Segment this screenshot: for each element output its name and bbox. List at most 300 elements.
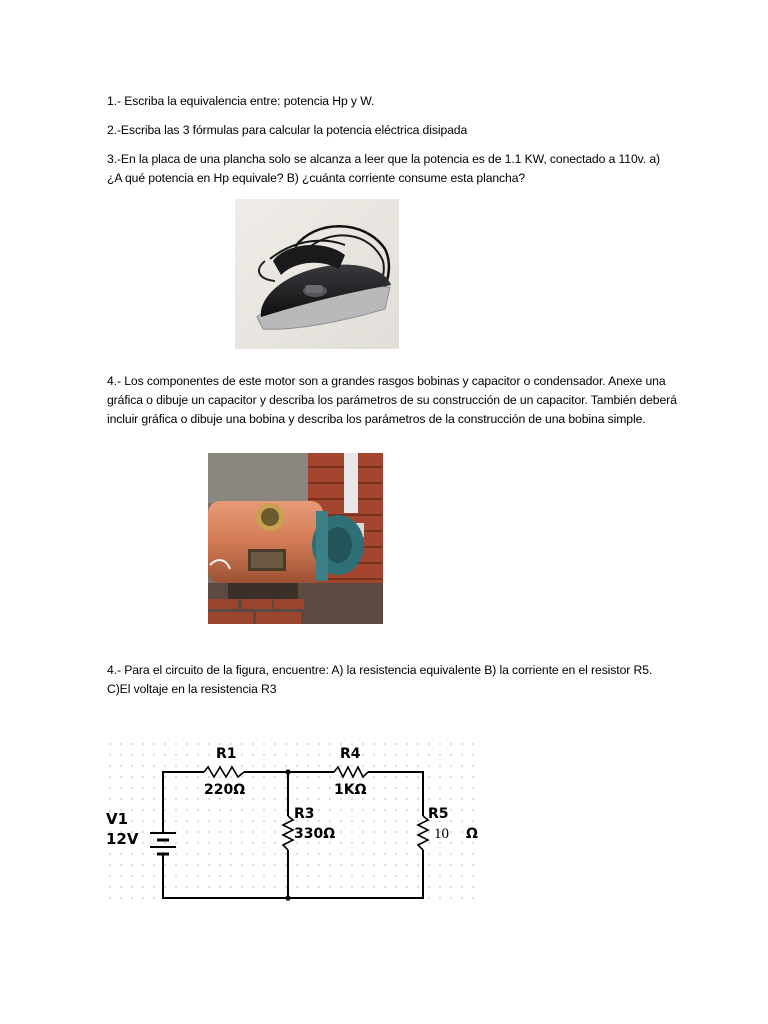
grid-dot — [472, 864, 474, 866]
grid-dot — [120, 787, 122, 789]
grid-dot — [197, 743, 199, 745]
grid-dot — [263, 809, 265, 811]
grid-dot — [428, 798, 430, 800]
grid-dot — [219, 776, 221, 778]
grid-dot — [197, 875, 199, 877]
grid-dot — [395, 875, 397, 877]
grid-dot — [329, 820, 331, 822]
grid-dot — [186, 743, 188, 745]
grid-dot — [307, 886, 309, 888]
grid-dot — [164, 754, 166, 756]
grid-dot — [461, 842, 463, 844]
grid-dot — [450, 765, 452, 767]
grid-dot — [307, 875, 309, 877]
grid-dot — [175, 798, 177, 800]
grid-dot — [450, 787, 452, 789]
grid-dot — [362, 743, 364, 745]
junction-top — [285, 769, 290, 774]
grid-dot — [142, 864, 144, 866]
grid-dot — [131, 798, 133, 800]
iron-photo — [235, 199, 399, 349]
grid-dot — [340, 809, 342, 811]
grid-dot — [120, 886, 122, 888]
grid-dot — [417, 765, 419, 767]
r1-value: 220Ω — [204, 782, 246, 798]
grid-dot — [417, 776, 419, 778]
grid-dot — [406, 809, 408, 811]
grid-dot — [307, 842, 309, 844]
grid-dot — [406, 831, 408, 833]
grid-dot — [274, 809, 276, 811]
grid-dot — [296, 787, 298, 789]
grid-dot — [219, 809, 221, 811]
grid-dot — [329, 754, 331, 756]
grid-dot — [208, 875, 210, 877]
r5-value: 10 — [434, 826, 449, 842]
grid-dot — [340, 776, 342, 778]
grid-dot — [263, 743, 265, 745]
grid-dot — [307, 743, 309, 745]
grid-dot — [153, 853, 155, 855]
grid-dot — [384, 864, 386, 866]
grid-dot — [406, 875, 408, 877]
grid-dot — [450, 831, 452, 833]
grid-dot — [461, 886, 463, 888]
grid-dot — [142, 776, 144, 778]
grid-dot — [274, 754, 276, 756]
grid-dot — [461, 864, 463, 866]
grid-dot — [340, 798, 342, 800]
grid-dot — [450, 820, 452, 822]
grid-dot — [329, 809, 331, 811]
grid-dot — [318, 754, 320, 756]
grid-dot — [296, 798, 298, 800]
grid-dot — [406, 820, 408, 822]
grid-dot — [417, 809, 419, 811]
grid-dot — [131, 864, 133, 866]
grid-dot — [153, 798, 155, 800]
grid-dot — [263, 787, 265, 789]
grid-dot — [296, 864, 298, 866]
grid-dot — [208, 809, 210, 811]
grid-dot — [142, 754, 144, 756]
grid-dot — [439, 842, 441, 844]
grid-dot — [285, 798, 287, 800]
grid-dot — [428, 831, 430, 833]
grid-dot — [307, 765, 309, 767]
grid-dot — [329, 853, 331, 855]
grid-dot — [208, 776, 210, 778]
grid-dot — [219, 820, 221, 822]
grid-dot — [142, 842, 144, 844]
grid-dot — [131, 875, 133, 877]
grid-dot — [307, 754, 309, 756]
grid-dot — [472, 853, 474, 855]
grid-dot — [109, 875, 111, 877]
grid-dot — [351, 820, 353, 822]
grid-dot — [318, 820, 320, 822]
grid-dot — [175, 875, 177, 877]
grid-dot — [241, 776, 243, 778]
grid-dot — [450, 798, 452, 800]
grid-dot — [219, 831, 221, 833]
grid-dot — [186, 853, 188, 855]
grid-dot — [351, 842, 353, 844]
grid-dot — [428, 842, 430, 844]
grid-dot — [153, 842, 155, 844]
grid-dot — [428, 853, 430, 855]
circuit-diagram — [106, 740, 484, 902]
grid-dot — [384, 820, 386, 822]
grid-dot — [472, 776, 474, 778]
grid-dot — [439, 897, 441, 899]
r3-value: 330Ω — [294, 826, 336, 842]
grid-dot — [164, 820, 166, 822]
grid-dot — [318, 798, 320, 800]
grid-dot — [120, 743, 122, 745]
grid-dot — [164, 809, 166, 811]
grid-dot — [285, 864, 287, 866]
grid-dot — [285, 743, 287, 745]
grid-dot — [450, 842, 452, 844]
grid-dot — [362, 820, 364, 822]
grid-dot — [461, 754, 463, 756]
grid-dot — [296, 853, 298, 855]
grid-dot — [384, 875, 386, 877]
grid-dot — [417, 886, 419, 888]
grid-dot — [318, 787, 320, 789]
grid-dot — [417, 875, 419, 877]
grid-dot — [318, 886, 320, 888]
grid-dot — [197, 776, 199, 778]
grid-dot — [274, 743, 276, 745]
grid-dot — [186, 831, 188, 833]
grid-dot — [329, 842, 331, 844]
grid-dot — [329, 765, 331, 767]
grid-dot — [252, 853, 254, 855]
grid-dot — [351, 809, 353, 811]
grid-dot — [263, 820, 265, 822]
grid-dot — [120, 776, 122, 778]
grid-dot — [142, 787, 144, 789]
grid-dot — [175, 765, 177, 767]
grid-dot — [241, 809, 243, 811]
grid-dot — [340, 886, 342, 888]
grid-dot — [384, 831, 386, 833]
grid-dot — [241, 842, 243, 844]
grid-dot — [472, 754, 474, 756]
grid-dot — [252, 776, 254, 778]
grid-dot — [164, 875, 166, 877]
grid-dot — [428, 754, 430, 756]
grid-dot — [296, 875, 298, 877]
grid-dot — [131, 886, 133, 888]
grid-dot — [395, 864, 397, 866]
grid-dot — [153, 743, 155, 745]
grid-dot — [307, 853, 309, 855]
grid-dot — [197, 842, 199, 844]
grid-dot — [362, 853, 364, 855]
grid-dot — [417, 831, 419, 833]
grid-dot — [439, 765, 441, 767]
grid-dot — [450, 809, 452, 811]
grid-dot — [197, 831, 199, 833]
grid-dot — [186, 820, 188, 822]
grid-dot — [395, 787, 397, 789]
grid-dot — [120, 754, 122, 756]
question-3: 3.-En la placa de una plancha solo se alcanza a leer que la potencia es de 1.1 KW, conectado a 110v. a) ¿A qué potencia en Hp equivale? B) ¿cuánta corriente consume esta plancha? — [107, 152, 660, 185]
grid-dot — [307, 798, 309, 800]
grid-dot — [241, 820, 243, 822]
grid-dot — [252, 743, 254, 745]
grid-dot — [241, 743, 243, 745]
grid-dot — [417, 820, 419, 822]
grid-dot — [219, 743, 221, 745]
grid-dot — [373, 743, 375, 745]
grid-dot — [351, 831, 353, 833]
grid-dot — [175, 787, 177, 789]
grid-dot — [263, 754, 265, 756]
grid-dot — [285, 886, 287, 888]
grid-dot — [351, 765, 353, 767]
grid-dot — [395, 765, 397, 767]
grid-dot — [219, 842, 221, 844]
grid-dot — [252, 809, 254, 811]
grid-dot — [274, 820, 276, 822]
grid-dot — [263, 875, 265, 877]
grid-dot — [461, 776, 463, 778]
grid-dot — [428, 875, 430, 877]
grid-dot — [307, 864, 309, 866]
grid-dot — [164, 842, 166, 844]
grid-dot — [153, 864, 155, 866]
grid-dot — [142, 886, 144, 888]
grid-dot — [208, 853, 210, 855]
grid-dot — [417, 754, 419, 756]
grid-dot — [274, 831, 276, 833]
grid-dot — [450, 875, 452, 877]
grid-dot — [461, 787, 463, 789]
grid-dot — [164, 787, 166, 789]
grid-dot — [274, 842, 276, 844]
grid-dot — [296, 743, 298, 745]
grid-dot — [142, 798, 144, 800]
grid-dot — [406, 776, 408, 778]
grid-dot — [142, 743, 144, 745]
grid-dot — [175, 809, 177, 811]
grid-dot — [395, 886, 397, 888]
grid-dot — [395, 743, 397, 745]
grid-dot — [362, 765, 364, 767]
grid-dot — [318, 875, 320, 877]
grid-dot — [428, 864, 430, 866]
grid-dot — [285, 875, 287, 877]
grid-dot — [450, 864, 452, 866]
grid-dot — [153, 809, 155, 811]
grid-dot — [340, 864, 342, 866]
grid-dot — [318, 842, 320, 844]
grid-dot — [472, 820, 474, 822]
grid-dot — [373, 842, 375, 844]
grid-dot — [153, 875, 155, 877]
grid-dot — [472, 809, 474, 811]
grid-dot — [351, 798, 353, 800]
resistor-r3 — [283, 816, 293, 850]
r1-name: R1 — [216, 746, 237, 762]
grid-dot — [450, 897, 452, 899]
grid-dot — [241, 853, 243, 855]
grid-dot — [197, 809, 199, 811]
grid-dot — [406, 842, 408, 844]
grid-dot — [351, 853, 353, 855]
grid-dot — [362, 875, 364, 877]
grid-dot — [318, 809, 320, 811]
grid-dot — [274, 864, 276, 866]
grid-dot — [230, 820, 232, 822]
grid-dot — [186, 886, 188, 888]
grid-dot — [274, 776, 276, 778]
grid-dot — [428, 776, 430, 778]
r4-value: 1KΩ — [334, 782, 367, 798]
grid-dot — [241, 765, 243, 767]
grid-dot — [219, 875, 221, 877]
grid-dot — [373, 765, 375, 767]
grid-dot — [153, 754, 155, 756]
grid-dot — [186, 798, 188, 800]
grid-dot — [384, 886, 386, 888]
grid-dot — [241, 831, 243, 833]
grid-dot — [373, 754, 375, 756]
grid-dot — [109, 743, 111, 745]
grid-dot — [417, 853, 419, 855]
grid-dot — [329, 886, 331, 888]
grid-dot — [186, 754, 188, 756]
grid-dot — [252, 875, 254, 877]
resistor-r5 — [418, 816, 428, 850]
grid-dot — [142, 897, 144, 899]
grid-dot — [384, 787, 386, 789]
grid-dot — [406, 864, 408, 866]
grid-dot — [230, 776, 232, 778]
grid-dot — [318, 765, 320, 767]
grid-dot — [109, 765, 111, 767]
grid-dot — [428, 743, 430, 745]
grid-dot — [395, 853, 397, 855]
question-4: 4.- Los componentes de este motor son a grandes rasgos bobinas y capacitor o condensador. Anexe una gráfica o dibuje un capacitor y describa los parámetros de su construcción de un capacitor. También deberá incluir gráfica o dibuje una bobina y describa los parámetros de la construcción de una bobina simple. — [107, 374, 677, 426]
grid-dot — [373, 853, 375, 855]
grid-dot — [472, 875, 474, 877]
grid-dot — [164, 798, 166, 800]
grid-dot — [175, 853, 177, 855]
grid-dot — [153, 886, 155, 888]
grid-dot — [252, 765, 254, 767]
grid-dot — [175, 754, 177, 756]
grid-dot — [208, 798, 210, 800]
grid-dot — [318, 776, 320, 778]
grid-dot — [340, 743, 342, 745]
grid-dot — [109, 787, 111, 789]
grid-dot — [417, 743, 419, 745]
grid-dot — [131, 897, 133, 899]
grid-dot — [307, 787, 309, 789]
grid-dot — [208, 743, 210, 745]
grid-dot — [219, 864, 221, 866]
grid-dot — [395, 831, 397, 833]
grid-dot — [362, 842, 364, 844]
grid-dot — [340, 820, 342, 822]
grid-dot — [164, 765, 166, 767]
grid-dot — [230, 853, 232, 855]
grid-dot — [252, 864, 254, 866]
grid-dot — [351, 875, 353, 877]
r3-name: R3 — [294, 806, 315, 822]
grid-dot — [164, 776, 166, 778]
grid-dot — [186, 864, 188, 866]
v1-name: V1 — [106, 810, 129, 828]
grid-dot — [296, 765, 298, 767]
grid-dot — [329, 743, 331, 745]
grid-dot — [461, 831, 463, 833]
grid-dot — [186, 842, 188, 844]
grid-dot — [208, 842, 210, 844]
grid-dot — [274, 787, 276, 789]
grid-dot — [142, 853, 144, 855]
grid-dot — [186, 776, 188, 778]
grid-dot — [428, 886, 430, 888]
grid-dot — [472, 787, 474, 789]
grid-dot — [395, 820, 397, 822]
grid-dot — [417, 787, 419, 789]
grid-dot — [296, 886, 298, 888]
grid-dot — [406, 754, 408, 756]
grid-dot — [274, 886, 276, 888]
grid-dot — [307, 776, 309, 778]
grid-dot — [153, 776, 155, 778]
grid-dot — [373, 864, 375, 866]
grid-dot — [373, 831, 375, 833]
grid-dot — [329, 864, 331, 866]
grid-dot — [362, 754, 364, 756]
grid-dot — [285, 820, 287, 822]
grid-dot — [296, 754, 298, 756]
grid-dot — [131, 820, 133, 822]
grid-dot — [131, 743, 133, 745]
grid-dot — [219, 798, 221, 800]
grid-dot — [252, 798, 254, 800]
grid-dot — [120, 864, 122, 866]
grid-dot — [197, 864, 199, 866]
grid-dot — [373, 809, 375, 811]
grid-dot — [318, 864, 320, 866]
grid-dot — [175, 776, 177, 778]
grid-dot — [417, 864, 419, 866]
question-2: 2.-Escriba las 3 fórmulas para calcular la potencia eléctrica disipada — [107, 123, 468, 137]
grid-dot — [252, 842, 254, 844]
grid-dot — [384, 765, 386, 767]
r5-unit: Ω — [466, 826, 478, 842]
grid-dot — [186, 875, 188, 877]
grid-dot — [131, 853, 133, 855]
grid-dot — [241, 864, 243, 866]
grid-dot — [252, 754, 254, 756]
grid-dot — [340, 875, 342, 877]
grid-dot — [164, 886, 166, 888]
grid-dot — [186, 765, 188, 767]
grid-dot — [230, 875, 232, 877]
grid-dot — [406, 787, 408, 789]
grid-dot — [329, 875, 331, 877]
grid-dot — [395, 776, 397, 778]
